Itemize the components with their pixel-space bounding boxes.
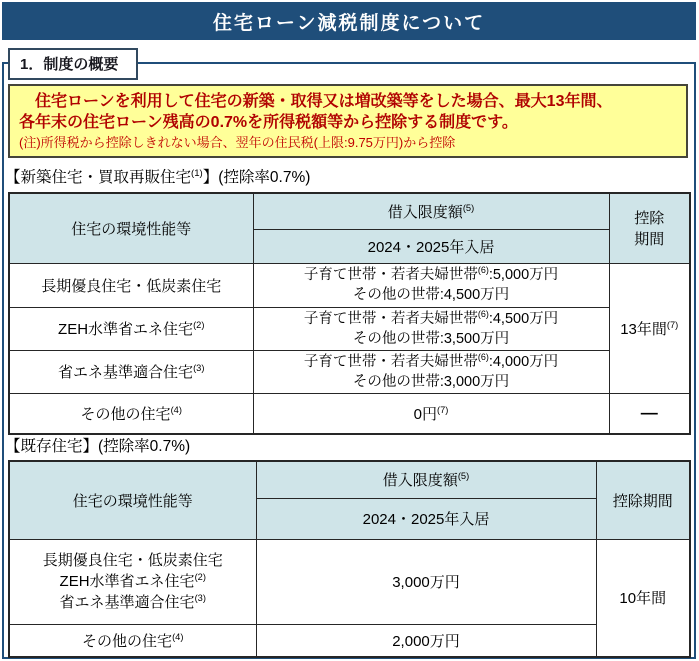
new-housing-caption: 【新築住宅・買取再販住宅$^{(1)}$】(控除率0.7%) — [5, 167, 311, 186]
cell-housing-type: 省エネ基準適合住宅$^{(3)}$ — [9, 350, 253, 393]
page-title: 住宅ローン減税制度について — [212, 12, 486, 34]
overview-heading-box — [8, 48, 138, 80]
header-deduction-period: 控除 期間 — [609, 193, 690, 263]
cell-deduction-period: 10年間 — [596, 539, 690, 657]
cell-housing-type: 長期優良住宅・低炭素住宅 — [9, 263, 253, 307]
cell-no-period: — — [609, 393, 690, 434]
header-performance: 住宅の環境性能等 — [9, 461, 256, 539]
header-loan-limit: 借入限度額$^{(5)}$ — [253, 193, 609, 229]
overview-note: (注)所得税から控除しきれない場合、翌年の住民税(上限:9.75万円)から控除 — [19, 135, 456, 150]
table-row — [9, 263, 690, 307]
cell-housing-type: ZEH水準省エネ住宅$^{(2)}$ — [9, 307, 253, 350]
cell-loan-limit: 2,000万円 — [256, 624, 596, 657]
header-deduction-period: 控除期間 — [596, 461, 690, 539]
overview-line1: 住宅ローンを利用して住宅の新築・取得又は増改築等をした場合、最大13年間、 — [19, 93, 613, 110]
cell-loan-limit: 0円$^{(7)}$ — [253, 393, 609, 434]
cell-housing-type: 長期優良住宅・低炭素住宅 ZEH水準省エネ住宅$^{(2)}$ 省エネ基準適合住宅$^{(3)}$ — [9, 539, 256, 624]
new-housing-table — [8, 192, 691, 435]
overview-highlight-box — [8, 84, 688, 158]
overview-text — [19, 91, 677, 133]
cell-housing-type: その他の住宅$^{(4)}$ — [9, 393, 253, 434]
cell-loan-limit: 子育て世帯・若者夫婦世帯$^{(6)}$:4,000万円 その他の世帯:3,000万円 — [253, 350, 609, 393]
table-header-row — [9, 461, 690, 498]
header-loan-limit: 借入限度額$^{(5)}$ — [256, 461, 596, 498]
cell-loan-limit: 子育て世帯・若者夫婦世帯$^{(6)}$:5,000万円 その他の世帯:4,500万円 — [253, 263, 609, 307]
table-row — [9, 539, 690, 624]
cell-housing-type: その他の住宅$^{(4)}$ — [9, 624, 256, 657]
cell-loan-limit: 3,000万円 — [256, 539, 596, 624]
header-occupancy-year: 2024・2025年入居 — [256, 498, 596, 539]
table-row — [9, 307, 690, 350]
existing-housing-table — [8, 460, 691, 658]
cell-deduction-period: 13年間$^{(7)}$ — [609, 263, 690, 393]
overview-line2: 各年末の住宅ローン残高の0.7%を所得税額等から控除する制度です。 — [19, 114, 518, 131]
overview-heading: 1．制度の概要 — [20, 56, 119, 73]
page-title-bar — [2, 2, 696, 40]
table-header-row — [9, 193, 690, 229]
header-occupancy-year: 2024・2025年入居 — [253, 229, 609, 263]
table-row — [9, 350, 690, 393]
table-row — [9, 624, 690, 657]
header-performance: 住宅の環境性能等 — [9, 193, 253, 263]
table-row — [9, 393, 690, 434]
existing-housing-caption: 【既存住宅】(控除率0.7%) — [5, 438, 191, 455]
cell-loan-limit: 子育て世帯・若者夫婦世帯$^{(6)}$:4,500万円 その他の世帯:3,500万円 — [253, 307, 609, 350]
